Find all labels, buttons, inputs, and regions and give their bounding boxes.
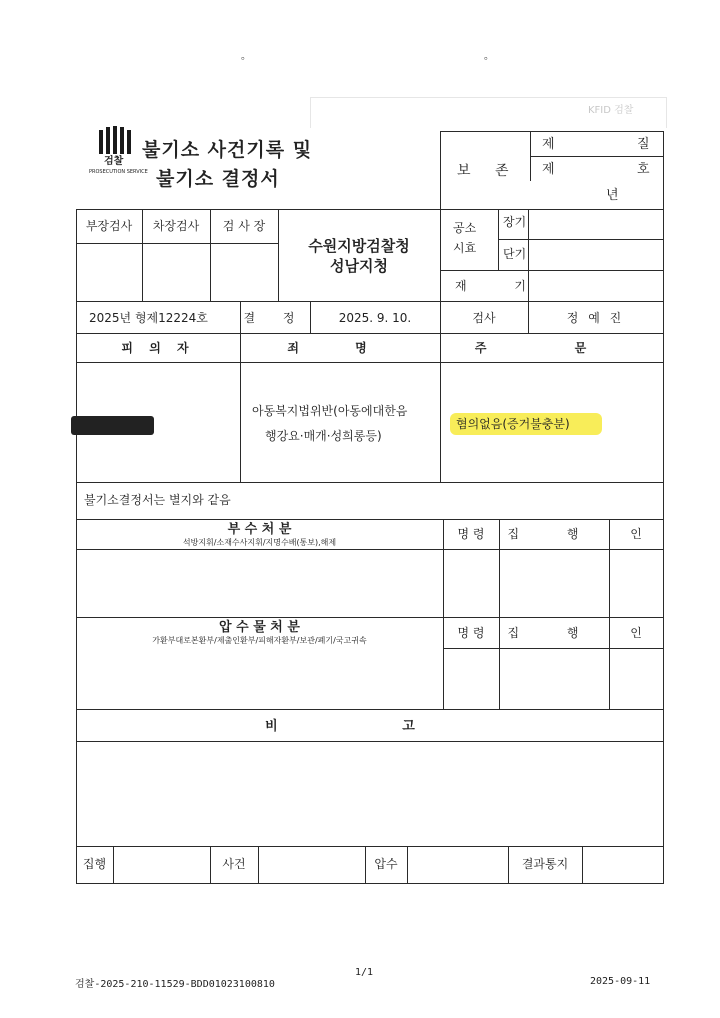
- approval-col-deputy-chief: 차장검사: [152, 219, 200, 233]
- retention-row1-left: 제: [542, 137, 555, 152]
- prosecutor-label: 검사: [472, 311, 496, 325]
- prosecutor-name: 정 예 진: [566, 311, 625, 325]
- retention-label: 보 존: [457, 163, 519, 179]
- ancillary-seal-col: 인: [630, 527, 642, 541]
- approval-col-department-head: 부장검사: [85, 219, 133, 233]
- prosecution-logo-icon: [98, 126, 132, 156]
- column-order: 주 문: [474, 341, 629, 355]
- prescription-label-line2: 시효: [453, 241, 477, 255]
- retention-row2-right: 호: [637, 162, 650, 177]
- remarks-title: 비 고: [265, 719, 475, 734]
- redacted-suspect-name: [71, 416, 154, 435]
- office-name-line2: 성남지청: [330, 257, 388, 275]
- ancillary-title: 부 수 처 분: [227, 522, 292, 537]
- seizure-order-col: 명 령: [457, 626, 485, 640]
- document-title-line1: 불기소 사건기록 및: [142, 139, 313, 161]
- reinstatement-label: 재 기: [455, 279, 548, 293]
- column-charge: 죄 명: [287, 341, 393, 355]
- top-mark-right: 。: [484, 51, 494, 62]
- page-number: 1/1: [355, 967, 374, 978]
- prescription-long: 장기: [503, 215, 527, 229]
- decision-date: 2025. 9. 10.: [338, 311, 412, 325]
- seizure-subtitle: 가환부대로본환부/제출인환부/피해자환부/보관/폐기/국고귀속: [152, 636, 367, 645]
- footer-seizure: 압수: [374, 857, 398, 871]
- stamp-text: KFID 검찰: [588, 105, 634, 116]
- decision-label: 결 정: [243, 311, 307, 325]
- logo-subtext: PROSECUTION SERVICE: [89, 169, 148, 175]
- seizure-exec-col: 집 행: [507, 626, 601, 640]
- retention-row3-right: 년: [606, 188, 619, 203]
- charge-line2: 행강요·매개·성희롱등): [265, 429, 382, 443]
- retention-row1-right: 질: [637, 137, 650, 152]
- footer-result-notice: 결과통지: [521, 857, 569, 871]
- charge-line1: 아동복지법위반(아동에대한음: [252, 404, 408, 418]
- document-title-line2: 불기소 결정서: [156, 168, 280, 190]
- document-id: 검찰-2025-210-11529-BDD01023100810: [75, 979, 275, 990]
- print-date: 2025-09-11: [590, 976, 651, 987]
- decision-note: 불기소결정서는 별지와 같음: [84, 493, 231, 507]
- prescription-label-line1: 공소: [453, 221, 477, 235]
- seizure-seal-col: 인: [630, 626, 642, 640]
- retention-row2-left: 제: [542, 162, 555, 177]
- prescription-short: 단기: [503, 247, 527, 261]
- footer-execution: 집행: [82, 857, 107, 871]
- logo-text: 검찰: [104, 156, 124, 167]
- case-number: 2025년 형제12224호: [89, 311, 208, 325]
- office-name-line1: 수원지방검찰청: [308, 237, 410, 255]
- ancillary-subtitle: 석방지휘/소재수사지휘/지명수배(통보),해제: [182, 538, 337, 547]
- seizure-title: 압 수 물 처 분: [219, 620, 300, 635]
- approval-col-chief: 검 사 장: [222, 219, 266, 233]
- order-text: 혐의없음(증거불충분): [456, 417, 570, 431]
- top-mark-left: 。: [241, 51, 251, 62]
- column-suspect: 피 의 자: [121, 341, 195, 355]
- ancillary-exec-col: 집 행: [507, 527, 601, 541]
- footer-case: 사건: [222, 857, 246, 871]
- ancillary-order-col: 명 령: [457, 527, 485, 541]
